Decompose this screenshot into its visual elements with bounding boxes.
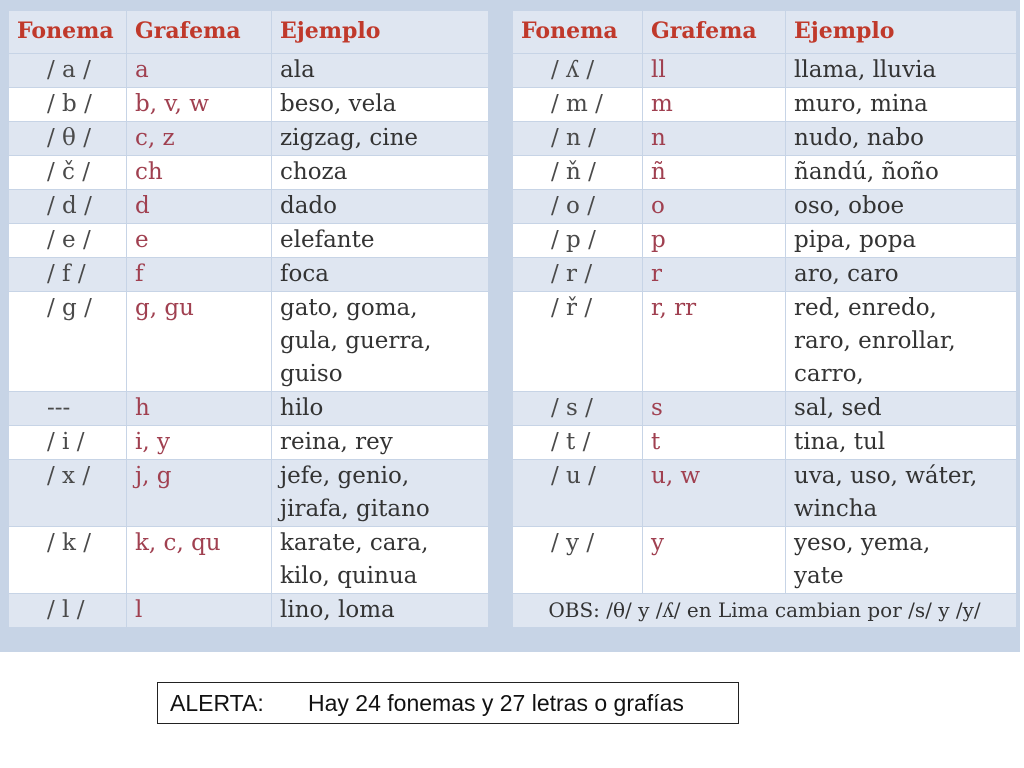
table-row — [513, 258, 1017, 292]
grafema-cell: b, v, w — [127, 88, 272, 122]
fonema-cell: / θ / — [9, 122, 127, 156]
table-row — [9, 156, 489, 190]
grafema-cell: p — [643, 224, 786, 258]
ejemplo-line: lino, loma — [280, 597, 395, 623]
fonema-cell: / b / — [9, 88, 127, 122]
ejemplo-line: pipa, popa — [794, 227, 917, 253]
table-row — [9, 224, 489, 258]
ejemplo-cell — [786, 54, 1017, 88]
header-fonema: Fonema — [513, 11, 643, 54]
grafema-cell: d — [127, 190, 272, 224]
table-row — [513, 156, 1017, 190]
ejemplo-cell — [272, 594, 489, 628]
ejemplo-cell — [786, 190, 1017, 224]
ejemplo-line: oso, oboe — [794, 193, 905, 219]
fonema-cell: / k / — [9, 527, 127, 594]
fonema-cell: / x / — [9, 460, 127, 527]
ejemplo-line: nudo, nabo — [794, 125, 924, 151]
ejemplo-line: jefe, genio, — [280, 463, 410, 489]
grafema-cell: i, y — [127, 426, 272, 460]
ejemplo-line: gula, guerra, — [280, 328, 432, 354]
table-row — [9, 54, 489, 88]
fonema-cell: / n / — [513, 122, 643, 156]
table-row — [9, 392, 489, 426]
fonema-cell: / p / — [513, 224, 643, 258]
fonema-cell: / f / — [9, 258, 127, 292]
table-row — [9, 122, 489, 156]
ejemplo-cell — [786, 224, 1017, 258]
ejemplo-cell — [786, 156, 1017, 190]
phoneme-table-left — [8, 10, 489, 628]
ejemplo-cell — [786, 122, 1017, 156]
fonema-cell: / r / — [513, 258, 643, 292]
ejemplo-cell — [272, 122, 489, 156]
fonema-cell: / ř / — [513, 292, 643, 392]
header-fonema: Fonema — [9, 11, 127, 54]
grafema-cell: r — [643, 258, 786, 292]
ejemplo-cell — [272, 190, 489, 224]
grafema-cell: r, rr — [643, 292, 786, 392]
fonema-cell: / e / — [9, 224, 127, 258]
table-row — [9, 258, 489, 292]
ejemplo-line: uva, uso, wáter, — [794, 463, 978, 489]
ejemplo-line: aro, caro — [794, 261, 899, 287]
table-row — [9, 426, 489, 460]
grafema-cell: t — [643, 426, 786, 460]
grafema-cell: l — [127, 594, 272, 628]
grafema-cell: ll — [643, 54, 786, 88]
grafema-cell: s — [643, 392, 786, 426]
fonema-cell: / y / — [513, 527, 643, 594]
table-row — [513, 224, 1017, 258]
ejemplo-line: beso, vela — [280, 91, 397, 117]
table-row — [9, 527, 489, 594]
ejemplo-line: hilo — [280, 395, 324, 421]
ejemplo-cell — [786, 460, 1017, 527]
grafema-cell: a — [127, 54, 272, 88]
ejemplo-line: wincha — [794, 496, 878, 522]
ejemplo-line: yate — [794, 563, 844, 589]
fonema-cell: / d / — [9, 190, 127, 224]
alert-text: Hay 24 fonemas y 27 letras o grafías — [308, 690, 684, 716]
header-grafema: Grafema — [127, 11, 272, 54]
fonema-cell: --- — [9, 392, 127, 426]
ejemplo-cell — [786, 392, 1017, 426]
ejemplo-line: reina, rey — [280, 429, 393, 455]
ejemplo-cell — [272, 392, 489, 426]
fonema-cell: / ʎ / — [513, 54, 643, 88]
table-row — [9, 460, 489, 527]
ejemplo-cell — [786, 258, 1017, 292]
grafema-cell: n — [643, 122, 786, 156]
table-row — [9, 594, 489, 628]
ejemplo-cell — [272, 426, 489, 460]
table-row — [9, 190, 489, 224]
grafema-cell: e — [127, 224, 272, 258]
grafema-cell: ñ — [643, 156, 786, 190]
grafema-cell: c, z — [127, 122, 272, 156]
ejemplo-cell — [786, 88, 1017, 122]
header-grafema: Grafema — [643, 11, 786, 54]
phoneme-table-right — [512, 10, 1017, 628]
ejemplo-line: sal, sed — [794, 395, 882, 421]
grafema-cell: j, g — [127, 460, 272, 527]
table-row — [513, 54, 1017, 88]
fonema-cell: / i / — [9, 426, 127, 460]
grafema-cell: f — [127, 258, 272, 292]
ejemplo-line: muro, mina — [794, 91, 928, 117]
table-row — [513, 392, 1017, 426]
ejemplo-line: ala — [280, 57, 315, 83]
grafema-cell: y — [643, 527, 786, 594]
ejemplo-cell — [272, 224, 489, 258]
ejemplo-cell — [786, 527, 1017, 594]
fonema-cell: / a / — [9, 54, 127, 88]
fonema-cell: / g / — [9, 292, 127, 392]
ejemplo-line: guiso — [280, 361, 343, 387]
ejemplo-line: llama, lluvia — [794, 57, 937, 83]
ejemplo-cell — [272, 88, 489, 122]
ejemplo-cell — [272, 527, 489, 594]
ejemplo-line: red, enredo, — [794, 295, 937, 321]
ejemplo-line: choza — [280, 159, 348, 185]
fonema-cell: / u / — [513, 460, 643, 527]
ejemplo-cell — [272, 54, 489, 88]
ejemplo-line: tina, tul — [794, 429, 886, 455]
alert-box — [157, 682, 739, 724]
fonema-cell: / l / — [9, 594, 127, 628]
alert-label: ALERTA: — [170, 690, 264, 716]
table-row — [513, 88, 1017, 122]
fonema-cell: / ň / — [513, 156, 643, 190]
fonema-cell: / o / — [513, 190, 643, 224]
table-row — [513, 122, 1017, 156]
table-row — [513, 292, 1017, 392]
ejemplo-cell — [272, 258, 489, 292]
grafema-cell: u, w — [643, 460, 786, 527]
grafema-cell: k, c, qu — [127, 527, 272, 594]
table-row — [513, 426, 1017, 460]
ejemplo-line: elefante — [280, 227, 375, 253]
ejemplo-line: kilo, quinua — [280, 563, 418, 589]
table-row — [513, 460, 1017, 527]
table-row — [513, 190, 1017, 224]
fonema-cell: / m / — [513, 88, 643, 122]
ejemplo-line: raro, enrollar, — [794, 328, 956, 354]
table-row — [513, 527, 1017, 594]
header-ejemplo: Ejemplo — [272, 11, 489, 54]
ejemplo-line: jirafa, gitano — [280, 496, 430, 522]
ejemplo-cell — [272, 460, 489, 527]
fonema-cell: / s / — [513, 392, 643, 426]
fonema-cell: / č / — [9, 156, 127, 190]
ejemplo-cell — [272, 292, 489, 392]
ejemplo-line: carro, — [794, 361, 864, 387]
ejemplo-line: karate, cara, — [280, 530, 429, 556]
ejemplo-line: foca — [280, 261, 329, 287]
obs-note: OBS: /θ/ y /ʎ/ en Lima cambian por /s/ y /y/ — [513, 594, 1017, 628]
ejemplo-line: zigzag, cine — [280, 125, 419, 151]
ejemplo-cell — [786, 426, 1017, 460]
grafema-cell: m — [643, 88, 786, 122]
ejemplo-line: ñandú, ñoño — [794, 159, 939, 185]
grafema-cell: o — [643, 190, 786, 224]
table-row — [9, 88, 489, 122]
header-ejemplo: Ejemplo — [786, 11, 1017, 54]
ejemplo-line: dado — [280, 193, 338, 219]
fonema-cell: / t / — [513, 426, 643, 460]
table-row — [9, 292, 489, 392]
ejemplo-cell — [272, 156, 489, 190]
grafema-cell: ch — [127, 156, 272, 190]
grafema-cell: g, gu — [127, 292, 272, 392]
ejemplo-line: gato, goma, — [280, 295, 418, 321]
ejemplo-cell — [786, 292, 1017, 392]
ejemplo-line: yeso, yema, — [794, 530, 931, 556]
grafema-cell: h — [127, 392, 272, 426]
